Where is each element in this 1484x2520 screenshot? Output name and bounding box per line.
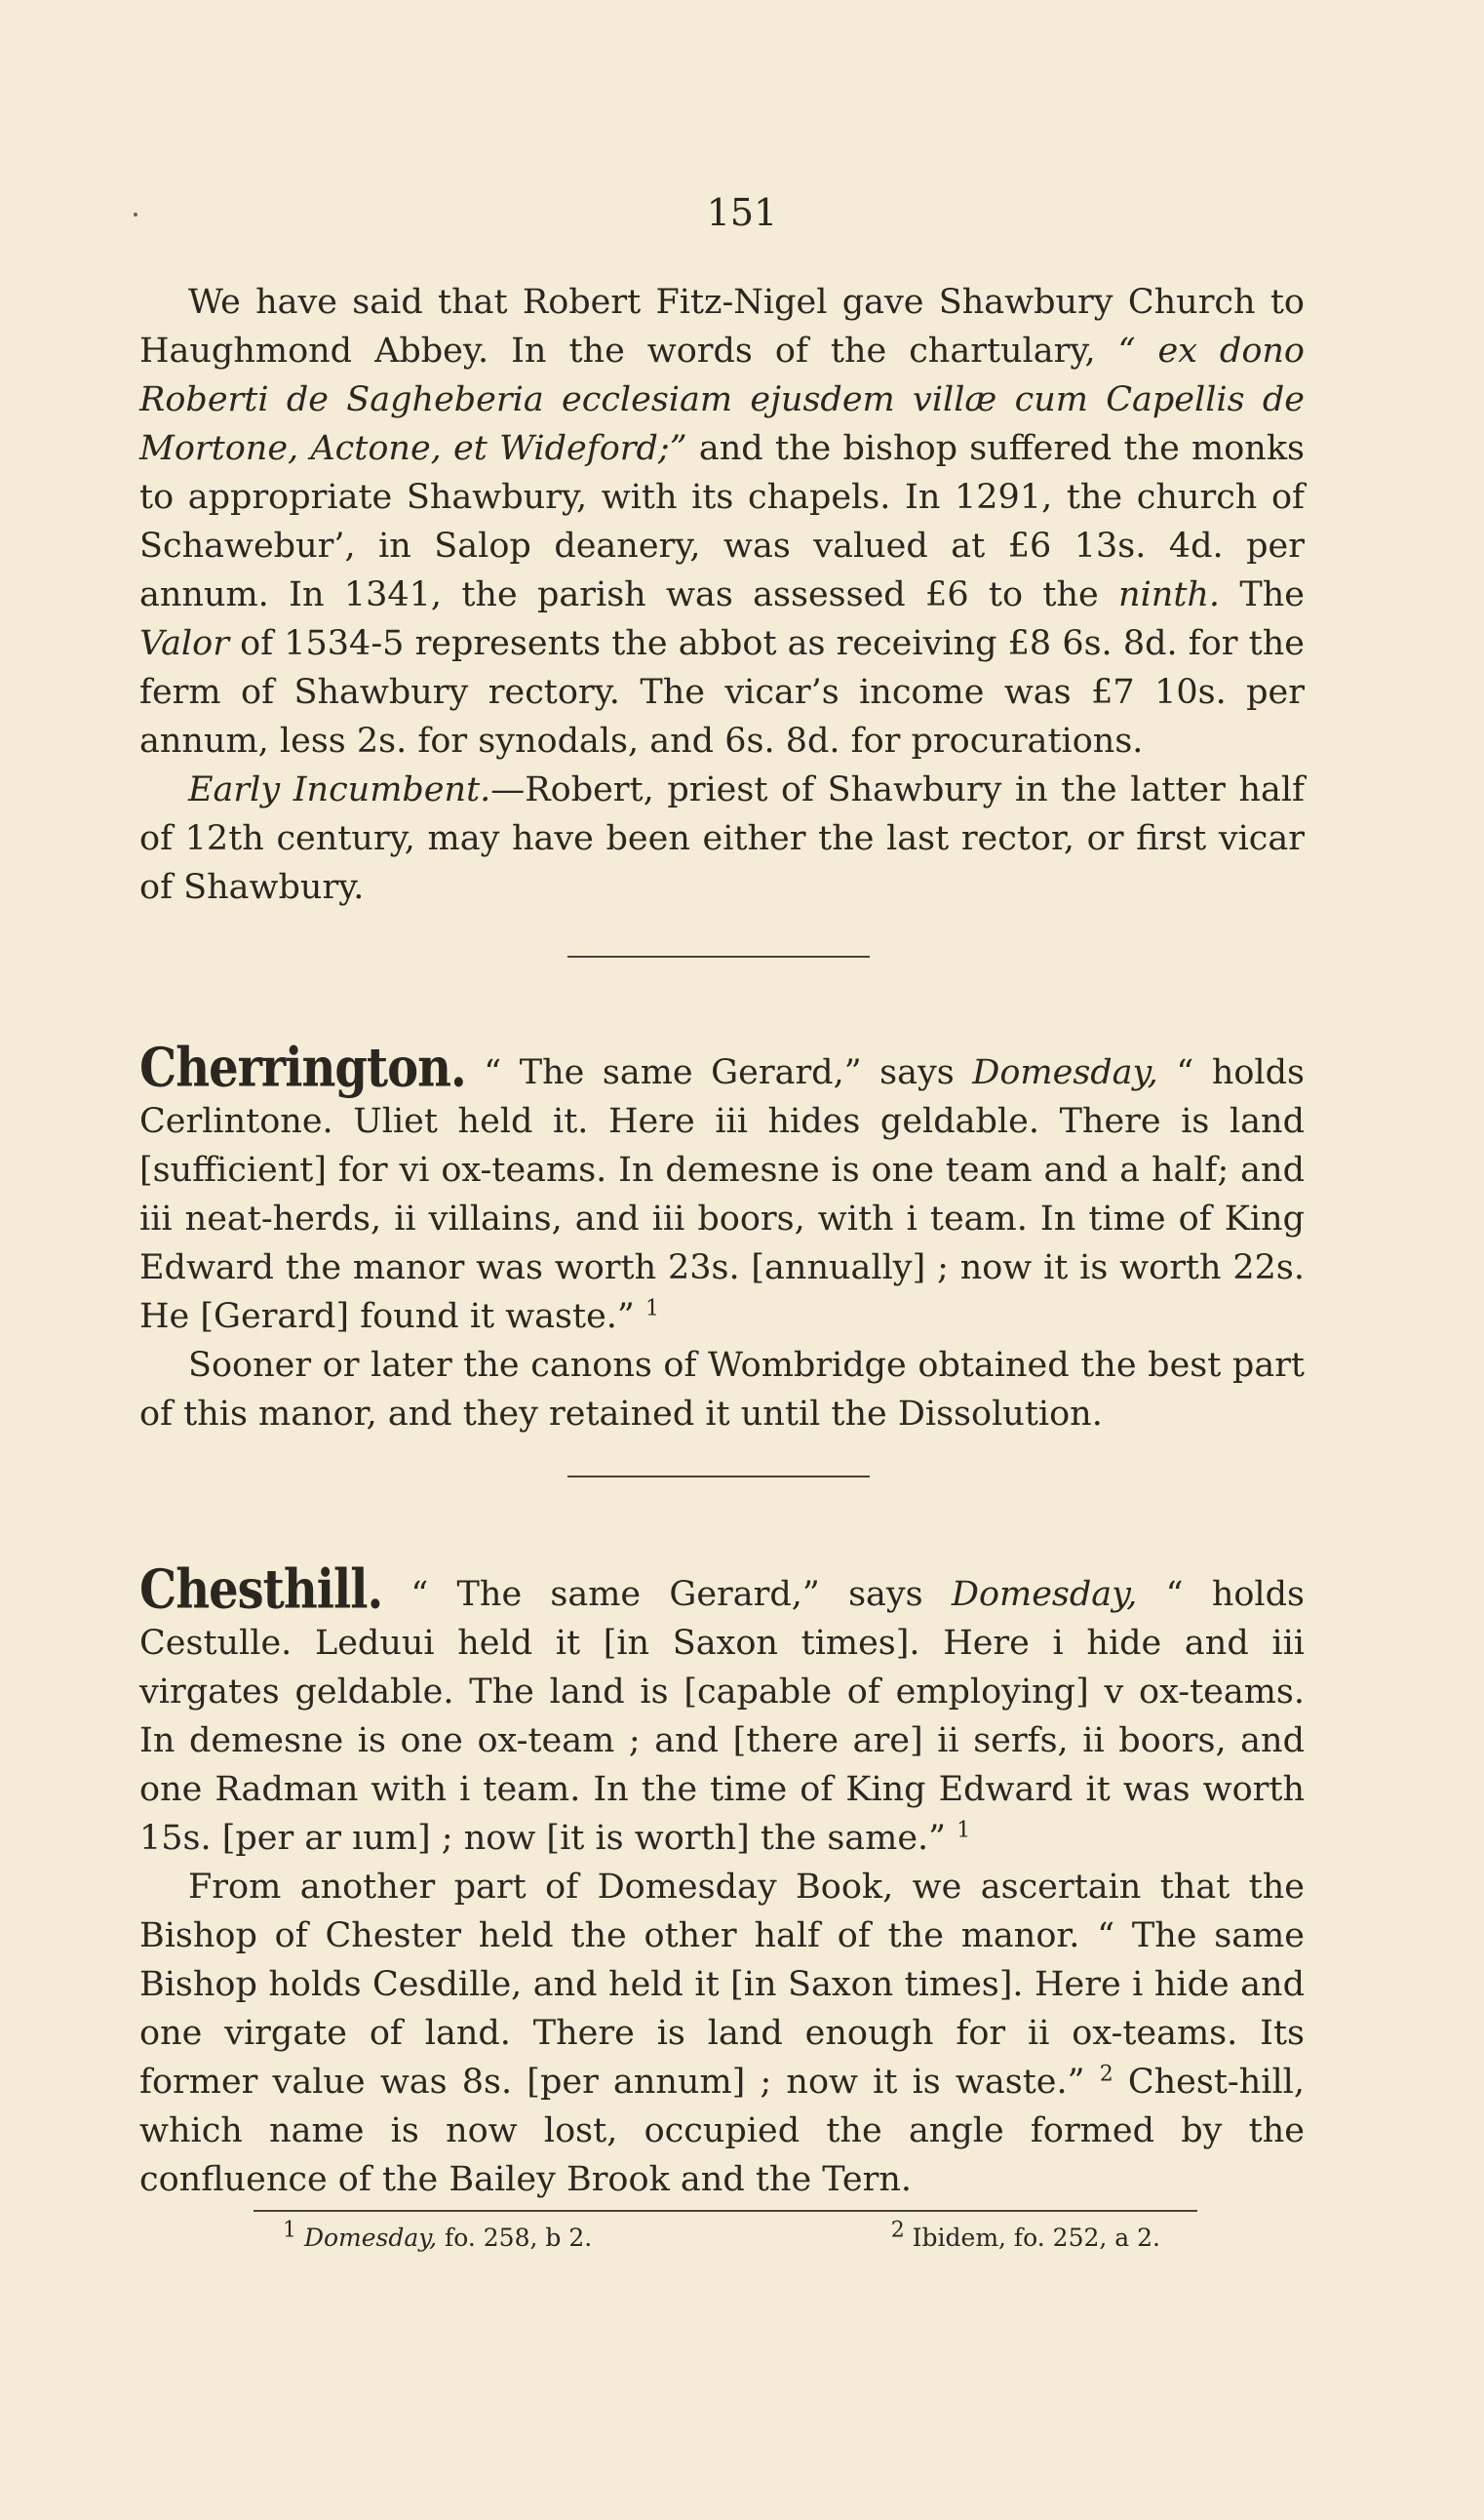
paragraph: Early Incumbent.—Robert, priest of Shawbury in the latter half of 12th century, may have been either the last rector, or first vicar of Shawbury. [139,770,1305,907]
paragraph: Cherrington. “ The same Gerard,” says Domesday, “ holds Cerlintone. Uliet held it. Here iii hides geldable. There is land [sufficient] for vi ox-teams. In demesne is one team and a half; and iii neat-herds, ii villains, and iii boors, with i team. In time of King Edward the manor was worth 23s. [annually] ; now it is worth 22s. He [Gerard] found it waste.” $^1$ [139,1036,1305,1336]
cherrington-section [139,1036,1305,1438]
paragraph: Sooner or later the canons of Wombridge obtained the best part of this manor, and they retained it until the Dissolution. [139,1346,1305,1434]
chesthill-section [139,1557,1305,2204]
footnote-2: $^2$ Ibidem, fo. 252, a 2. [890,2218,1160,2252]
shawbury-section [139,278,1305,912]
section-heading: Chesthill. [139,1557,383,1622]
section-divider [567,1476,870,1477]
footnote-rule [254,2210,1197,2212]
footnote-ref: 1 [644,1296,659,1321]
paragraph: From another part of Domesday Book, we ascertain that the Bishop of Chester held the other half of the manor. “ The same Bishop holds Cesdille, and held it [in Saxon times]. Here i hide and one virgate of land. There is land enough for ii ox-teams. Its former value was 8s. [per annum] ; now it is waste.” $^2$ Chest-hill, which name is now lost, occupied the angle formed by the confluence of the Bailey Brook and the Tern. [139,1868,1305,2199]
latin-quote: “ ex dono Roberti de Sagheberia ecclesiam ejusdem villæ cum Capellis de Mortone, Actone, et Wideford;” [139,332,1306,468]
footnotes [283,2218,1160,2252]
paragraph: Chesthill. “ The same Gerard,” says Domesday, “ holds Cestulle. Leduui held it [in Saxon times]. Here i hide and iii virgates geldable. The land is [capable of employing] v ox-teams. In demesne is one ox-team ; and [there are] ii serfs, ii boors, and one Radman with i team. In the time of King Edward it was worth 15s. [per ar ıum] ; now [it is worth] the same.” $^1$ [139,1557,1305,1858]
page-number: 151 [706,191,778,234]
footnote-ref: 2 [1099,2062,1113,2087]
early-incumbent-label: Early Incumbent. [188,770,491,809]
paragraph: We have said that Robert Fitz-Nigel gave Shawbury Church to Haughmond Abbey. In the words of the chartulary, “ ex dono Roberti de Sagheberia ecclesiam ejusdem villæ cum Capellis de Mortone, Actone, et Wideford;” and the bishop suffered the monks to appropriate Shawbury, with its chapels. In 1291, the church of Schawebur’, in Salop deanery, was valued at £6 13s. 4d. per annum. In 1341, the parish was assessed £6 to the ninth. The Valor of 1534-5 represents the abbot as receiving £8 6s. 8d. for the ferm of Shawbury rectory. The vicar’s income was £7 10s. per annum, less 2s. for synodals, and 6s. 8d. for procurations. [139,283,1306,761]
section-divider [567,956,870,958]
footnote-1: $^1$ Domesday, fo. 258, b 2. [283,2218,593,2252]
footnote-ref: 1 [957,1818,971,1843]
section-heading: Cherrington. [139,1036,466,1100]
